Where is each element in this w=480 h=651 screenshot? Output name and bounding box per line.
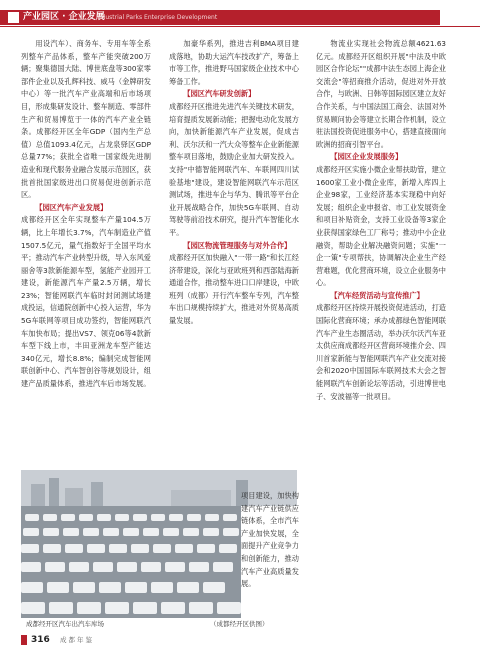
publication-name: 成都年鉴 [60,636,94,644]
wrapped-text: 项目建设，加快构建汽车产业链供应链体系，全市汽车产业加快发展，全面提升产业竞争力和创新能力，推动汽车产业高质量发展。 [241,491,299,589]
header-section-subtitle: Industrial Parks Enterprise Development [96,14,218,21]
paragraph: 物流业实现社会物流总额4621.63亿元。成都经开区组织开展"中法及中欧园区合作论坛""成都中法生态园上海企业交流会"等招商推介活动，促进对外开放合作，与欧洲、日韩等国际园区建立友好合作关系，与中国法国工商会、法国对外贸易顾问协会等建立长期合作机制，设立驻法国投资促进服务中心，搭建直接面向欧洲的招商引智平台。 [316,39,446,149]
section-title: 【园区物流管理服务与对外合作】 [183,240,292,250]
header-section-title: 产业园区 · 企业发展 [23,12,105,22]
section-title: 【园区汽车产业发展】 [35,202,108,212]
section-title: 【园区汽车研发创新】 [183,89,256,99]
text-column-2 [169,38,299,328]
text-column-1 [21,38,151,391]
section-title: 【园区企业发展服务】 [330,152,403,162]
page-footer [0,632,480,648]
photo-credit: （成都经开区供图） [210,620,269,628]
section-title: 【汽车经贸活动与宣传推广】 [330,290,424,300]
paragraph-text: 成都经开区实施小微企业帮扶助管，建立1600家工业小微企业库，新增入库四上企业98家，工业经济基本实现稳中向好发展；组织企业申报省、市工业发展资金和项目补贴资金，支持工业设备等3家企业获得国家绿色工厂称号；推动中小企业融资，帮助企业解决融资问题；实施"一企一策"专项帮扶，协调解决企业生产经营难题，优化营商环境，设立企业服务中心。 [316,164,446,288]
section-paragraph [316,290,446,403]
paragraph-text: 成都经开区全年实现整车产量104.5万辆，比上年增长3.7%，汽车制造业产值1507.5亿元，量气指数好于全国平均水平；推动汽车产业转型升级，导入东风爱丽舍等3款新能源车型，氢能产业园开工建设，新能源汽车产量2.5万辆，增长23%；智能网联汽车临时封闭测试场建成投运，信通院创新中心投入运营，华为5G车联网等项目成功签约，智能网联汽车加快布局；提出VS7、领克06等4款新车型下线上市，丰田亚洲龙车型产能达340亿元，增长8.8%；编制完成智能网联创新中心、汽车智创谷等规划设计，组建产品质量体系，推进汽车后市场发展。 [21,215,151,389]
page-number: 316 [31,635,50,645]
header-square-icon [8,12,19,23]
section-paragraph [316,151,446,290]
section-paragraph [21,202,151,391]
text-column-3 [316,38,446,403]
paragraph-text: 成都经开区持续开展投资促进活动，打造国际化营商环境；承办成都绿色智能网联汽车产业生态圈活动，举办沃尔沃汽车亚太供应商成都经开区营商环境推介会、四川首家新能与智能网联汽车产业交流对接会和2020中国国际车联网技术大会之智能网联汽车创新论坛等活动，引进博世电子、安波福等一批项目。 [316,303,446,401]
photo-caption: 成都经开区汽车出汽车库场 [26,620,104,628]
paragraph-text: 成都经开区推进先进汽车关键技术研发，培育提质发展新动能；把握电动化发展方向，加快新能源汽车产业发展，促成吉利、沃尔沃和一汽大众等整车企业新能源整车项目落地，鼓励企业加大研发投入。支持"中德智能网联汽车、车联网四川试验基地"建设，建设智能网联汽车示范区测试场，推进车企与华为、腾讯等平台企业开展战略合作，加快5G车联网、自动驾驶等前沿技术研究，提升汽车智能化水平。 [169,101,299,237]
paragraph: 加豪华系列，推进吉利BMA项目建成落地，协助大运汽车技改扩产，筹备上市等工作，推进野马国家级企业技术中心筹备工作。 [169,39,299,86]
paragraph-text: 成都经开区加快融入"一带一路"和长江经济带建设，深化与亚欧班列和西部陆海新通道合作，推动整车进口口岸建设，中欧班列（成都）开行汽车整车专列，汽车整车出口规模持续扩大，推进对外贸易高质量发展。 [169,253,299,326]
paragraph: 用设汽车）、商务车、专用车等全系列整车产品体系，整车产能突破200万辆；聚集德国大陆、博世底盘等300家零部件企业以及孔辉科技、威马（金牌研发中心）等一批汽车产业高端和后市场项目，形成集研发设计、整车制造、零部件生产和贸易博览于一体的汽车产业全链条。成都经开区全年GDP（国内生产总值）总值1093.4亿元，占龙泉驿区GDP总量77%；获批全省唯一国家级先进制造业和现代服务业融合发展示范园区，获批首批国家级进出口贸易促进创新示范区。 [21,39,151,200]
footer-marker [21,635,27,645]
section-paragraph [169,88,299,239]
header-rule [0,26,480,27]
section-paragraph [169,240,299,328]
running-header [0,0,480,30]
